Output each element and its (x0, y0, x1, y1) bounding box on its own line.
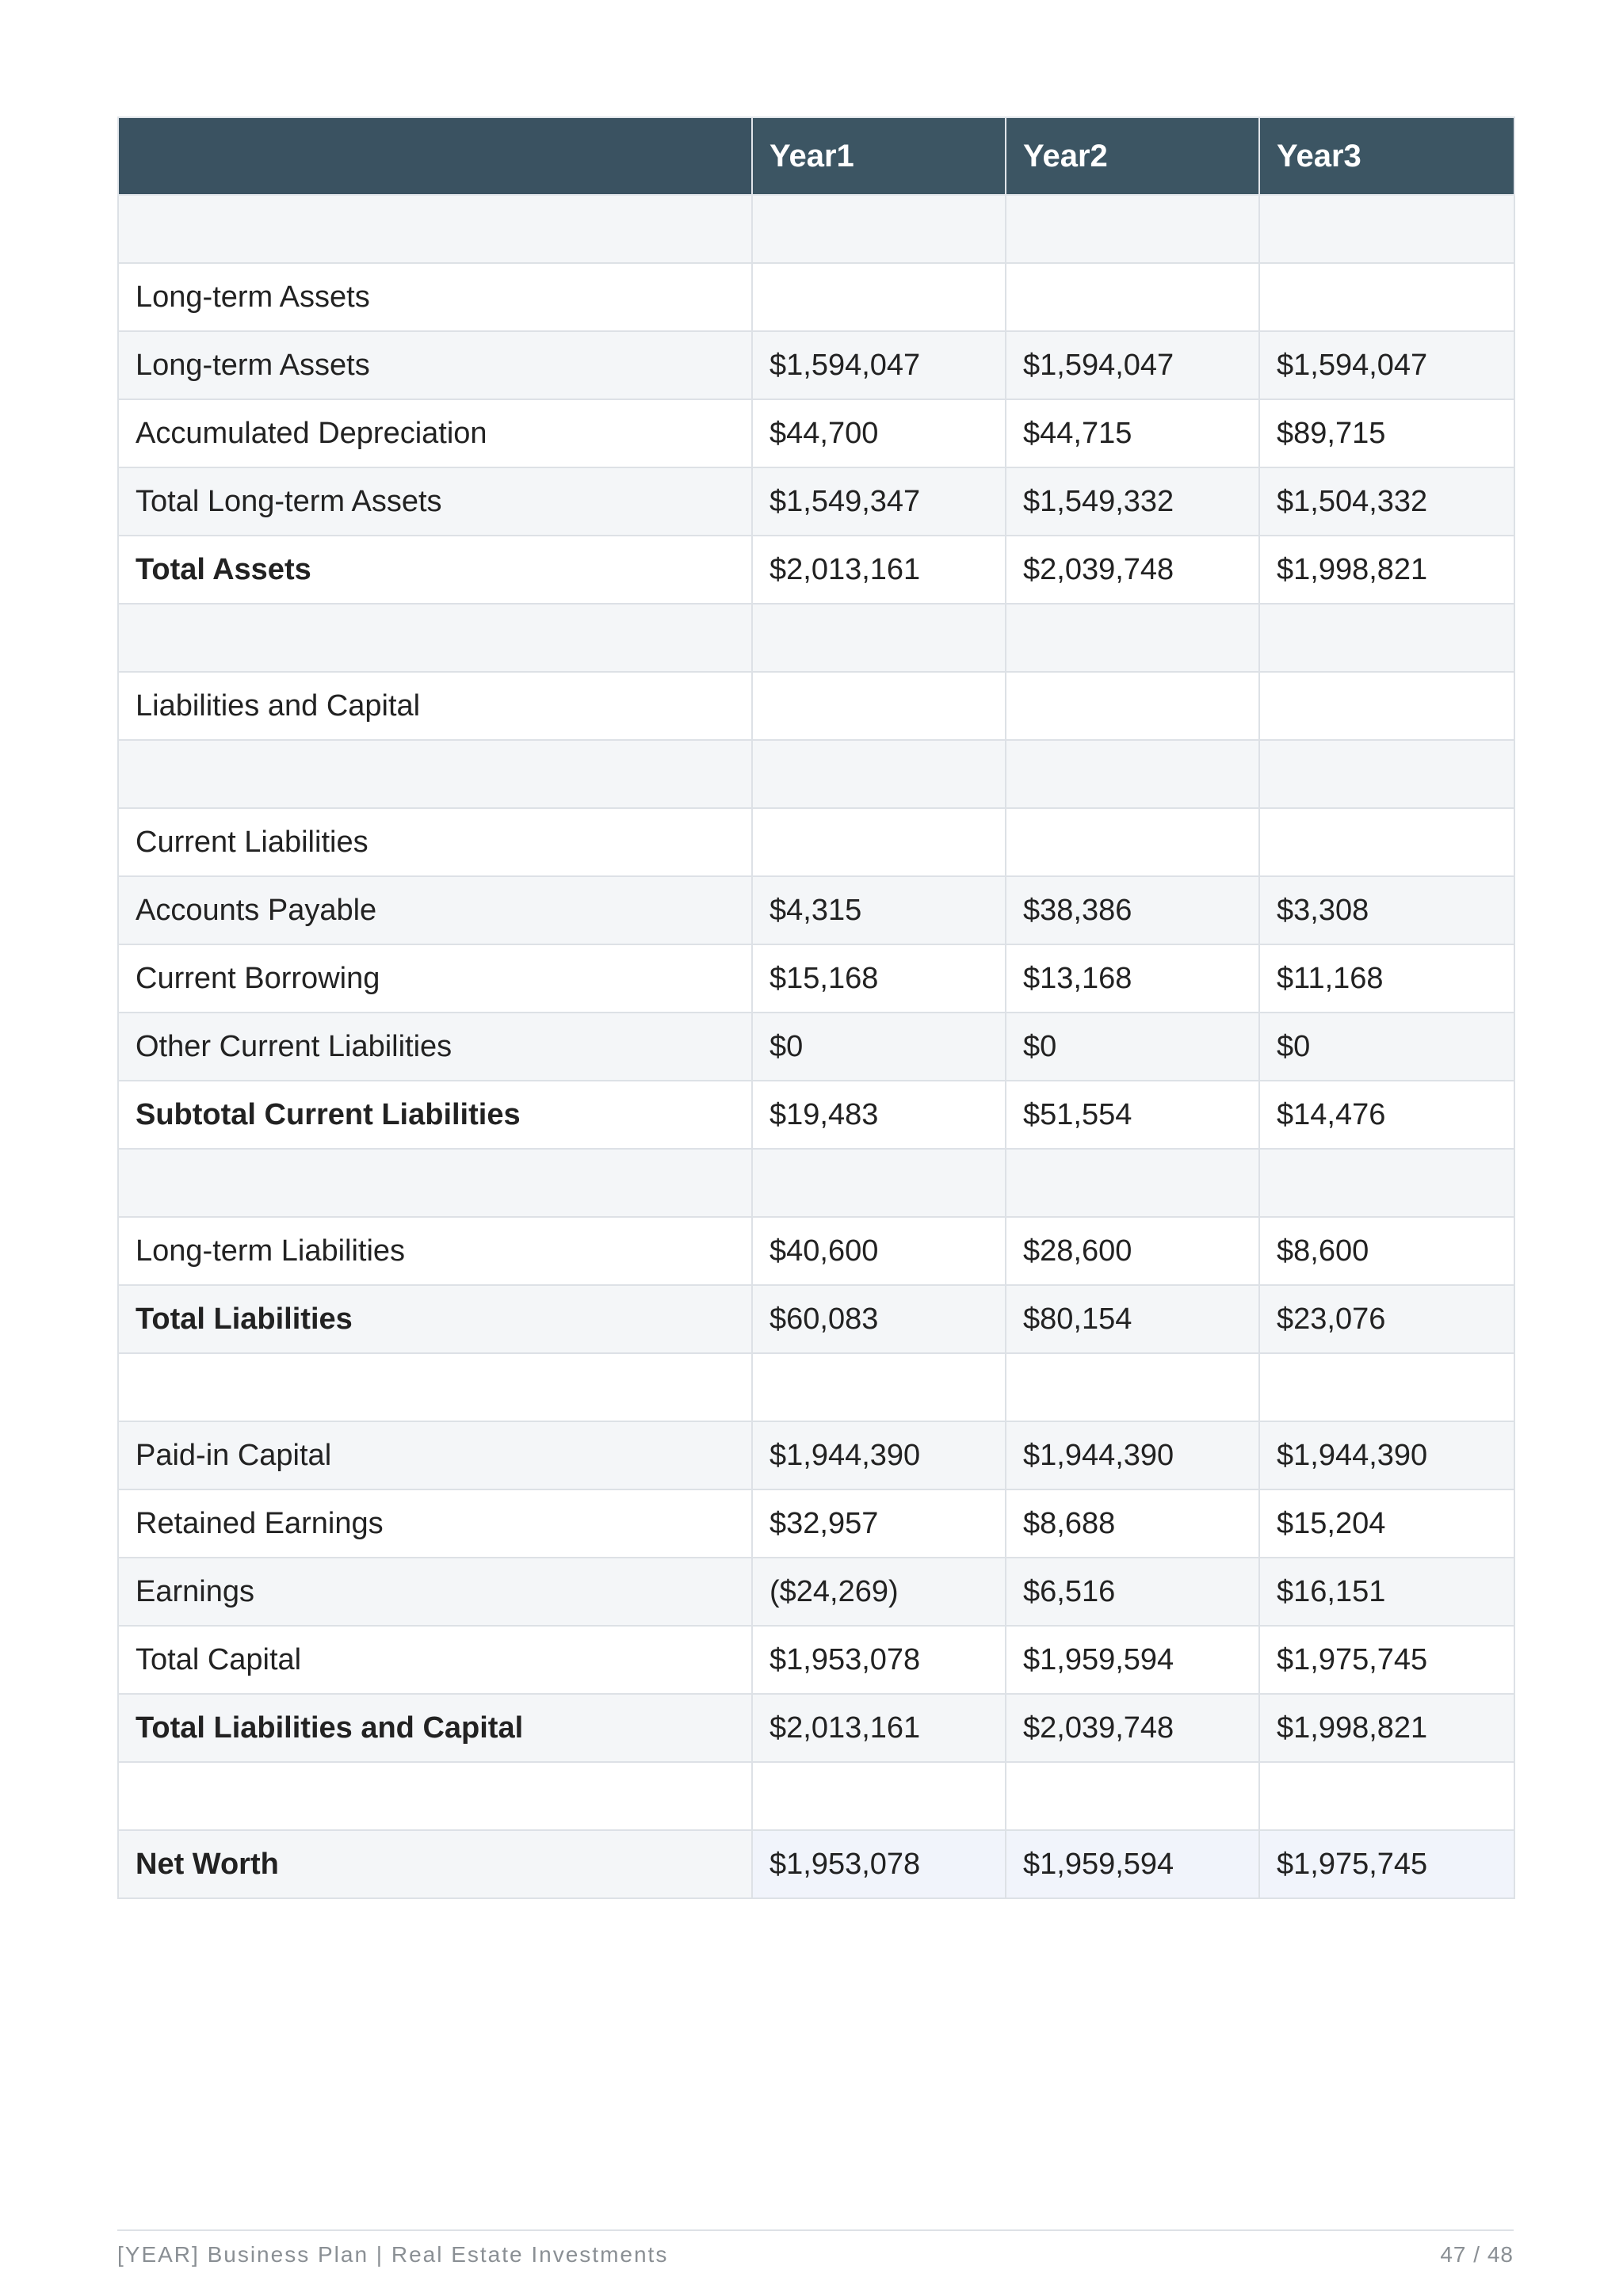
row-label: Long-term Assets (118, 331, 752, 399)
balance-sheet-table (117, 116, 1515, 1899)
year1-value: $1,594,047 (752, 331, 1006, 399)
row-label: Net Worth (118, 1830, 752, 1898)
row-label: Subtotal Current Liabilities (118, 1081, 752, 1149)
header-year3: Year3 (1259, 117, 1514, 195)
year1-value (752, 1762, 1006, 1830)
year1-value: $2,013,161 (752, 536, 1006, 604)
year1-value (752, 263, 1006, 331)
year1-value: $2,013,161 (752, 1694, 1006, 1762)
table-row (118, 1217, 1514, 1285)
header-corner-cell (118, 117, 752, 195)
year1-value: $32,957 (752, 1489, 1006, 1558)
year1-value: $19,483 (752, 1081, 1006, 1149)
balance-sheet (117, 116, 1514, 1899)
row-label: Long-term Liabilities (118, 1217, 752, 1285)
row-label: Accounts Payable (118, 876, 752, 944)
year1-value: $40,600 (752, 1217, 1006, 1285)
year3-value: $1,975,745 (1259, 1626, 1514, 1694)
year3-value: $14,476 (1259, 1081, 1514, 1149)
year2-value (1006, 672, 1259, 740)
year3-value: $1,944,390 (1259, 1421, 1514, 1489)
year1-value: $15,168 (752, 944, 1006, 1013)
table-row (118, 1830, 1514, 1898)
year3-value: $1,998,821 (1259, 536, 1514, 604)
year3-value: $8,600 (1259, 1217, 1514, 1285)
table-row (118, 672, 1514, 740)
year3-value (1259, 604, 1514, 672)
year1-value (752, 1149, 1006, 1217)
table-row (118, 195, 1514, 263)
year2-value: $1,959,594 (1006, 1626, 1259, 1694)
year2-value (1006, 604, 1259, 672)
table-row (118, 876, 1514, 944)
year2-value (1006, 1353, 1259, 1421)
year1-value: $4,315 (752, 876, 1006, 944)
table-row (118, 1013, 1514, 1081)
row-label: Total Liabilities and Capital (118, 1694, 752, 1762)
table-row (118, 1149, 1514, 1217)
row-label (118, 740, 752, 808)
year1-value (752, 740, 1006, 808)
row-label: Other Current Liabilities (118, 1013, 752, 1081)
table-row (118, 263, 1514, 331)
table-body (118, 195, 1514, 1898)
table-row (118, 808, 1514, 876)
year3-value: $11,168 (1259, 944, 1514, 1013)
table-row (118, 1694, 1514, 1762)
year1-value (752, 672, 1006, 740)
year2-value: $8,688 (1006, 1489, 1259, 1558)
year2-value (1006, 263, 1259, 331)
year3-value: $1,998,821 (1259, 1694, 1514, 1762)
year2-value: $6,516 (1006, 1558, 1259, 1626)
year2-value: $80,154 (1006, 1285, 1259, 1353)
row-label: Current Liabilities (118, 808, 752, 876)
year2-value: $2,039,748 (1006, 1694, 1259, 1762)
header-year1: Year1 (752, 117, 1006, 195)
row-label: Liabilities and Capital (118, 672, 752, 740)
row-label: Paid-in Capital (118, 1421, 752, 1489)
table-row (118, 467, 1514, 536)
year2-value (1006, 1762, 1259, 1830)
year3-value: $1,504,332 (1259, 467, 1514, 536)
year1-value (752, 808, 1006, 876)
year2-value: $44,715 (1006, 399, 1259, 467)
table-row (118, 1489, 1514, 1558)
row-label (118, 604, 752, 672)
page-number: 47 / 48 (1440, 2242, 1514, 2267)
year2-value (1006, 195, 1259, 263)
year2-value: $1,959,594 (1006, 1830, 1259, 1898)
year2-value: $1,549,332 (1006, 467, 1259, 536)
year2-value: $2,039,748 (1006, 536, 1259, 604)
table-row (118, 1353, 1514, 1421)
year3-value (1259, 1353, 1514, 1421)
row-label: Current Borrowing (118, 944, 752, 1013)
year2-value: $28,600 (1006, 1217, 1259, 1285)
year1-value (752, 604, 1006, 672)
year3-value: $89,715 (1259, 399, 1514, 467)
year1-value: $60,083 (752, 1285, 1006, 1353)
table-row (118, 1421, 1514, 1489)
table-row (118, 944, 1514, 1013)
year3-value: $1,594,047 (1259, 331, 1514, 399)
row-label: Total Long-term Assets (118, 467, 752, 536)
table-row (118, 604, 1514, 672)
year1-value: $44,700 (752, 399, 1006, 467)
table-row (118, 1762, 1514, 1830)
table-row (118, 1558, 1514, 1626)
year3-value: $1,975,745 (1259, 1830, 1514, 1898)
year1-value (752, 1353, 1006, 1421)
table-row (118, 1626, 1514, 1694)
year1-value: ($24,269) (752, 1558, 1006, 1626)
year2-value: $0 (1006, 1013, 1259, 1081)
year3-value (1259, 195, 1514, 263)
year1-value: $0 (752, 1013, 1006, 1081)
year2-value: $51,554 (1006, 1081, 1259, 1149)
row-label: Earnings (118, 1558, 752, 1626)
year1-value: $1,549,347 (752, 467, 1006, 536)
row-label: Total Capital (118, 1626, 752, 1694)
year3-value (1259, 740, 1514, 808)
row-label (118, 1353, 752, 1421)
table-row (118, 1081, 1514, 1149)
year1-value: $1,944,390 (752, 1421, 1006, 1489)
row-label (118, 1762, 752, 1830)
year3-value (1259, 808, 1514, 876)
row-label: Total Assets (118, 536, 752, 604)
row-label: Total Liabilities (118, 1285, 752, 1353)
year3-value (1259, 263, 1514, 331)
table-header-row (118, 117, 1514, 195)
year3-value (1259, 1149, 1514, 1217)
year2-value (1006, 808, 1259, 876)
year2-value (1006, 1149, 1259, 1217)
year2-value (1006, 740, 1259, 808)
year3-value (1259, 672, 1514, 740)
row-label: Accumulated Depreciation (118, 399, 752, 467)
year1-value: $1,953,078 (752, 1626, 1006, 1694)
year3-value: $0 (1259, 1013, 1514, 1081)
year2-value: $1,594,047 (1006, 331, 1259, 399)
year3-value: $23,076 (1259, 1285, 1514, 1353)
year2-value: $1,944,390 (1006, 1421, 1259, 1489)
table-row (118, 331, 1514, 399)
row-label (118, 1149, 752, 1217)
row-label (118, 195, 752, 263)
row-label: Long-term Assets (118, 263, 752, 331)
table-row (118, 740, 1514, 808)
year3-value: $15,204 (1259, 1489, 1514, 1558)
table-row (118, 1285, 1514, 1353)
year1-value: $1,953,078 (752, 1830, 1006, 1898)
year2-value: $38,386 (1006, 876, 1259, 944)
table-row (118, 536, 1514, 604)
year3-value: $16,151 (1259, 1558, 1514, 1626)
page-footer (117, 2229, 1514, 2267)
year2-value: $13,168 (1006, 944, 1259, 1013)
year3-value (1259, 1762, 1514, 1830)
row-label: Retained Earnings (118, 1489, 752, 1558)
year1-value (752, 195, 1006, 263)
header-year2: Year2 (1006, 117, 1259, 195)
table-row (118, 399, 1514, 467)
footer-title: [YEAR] Business Plan | Real Estate Investments (117, 2242, 669, 2267)
year3-value: $3,308 (1259, 876, 1514, 944)
